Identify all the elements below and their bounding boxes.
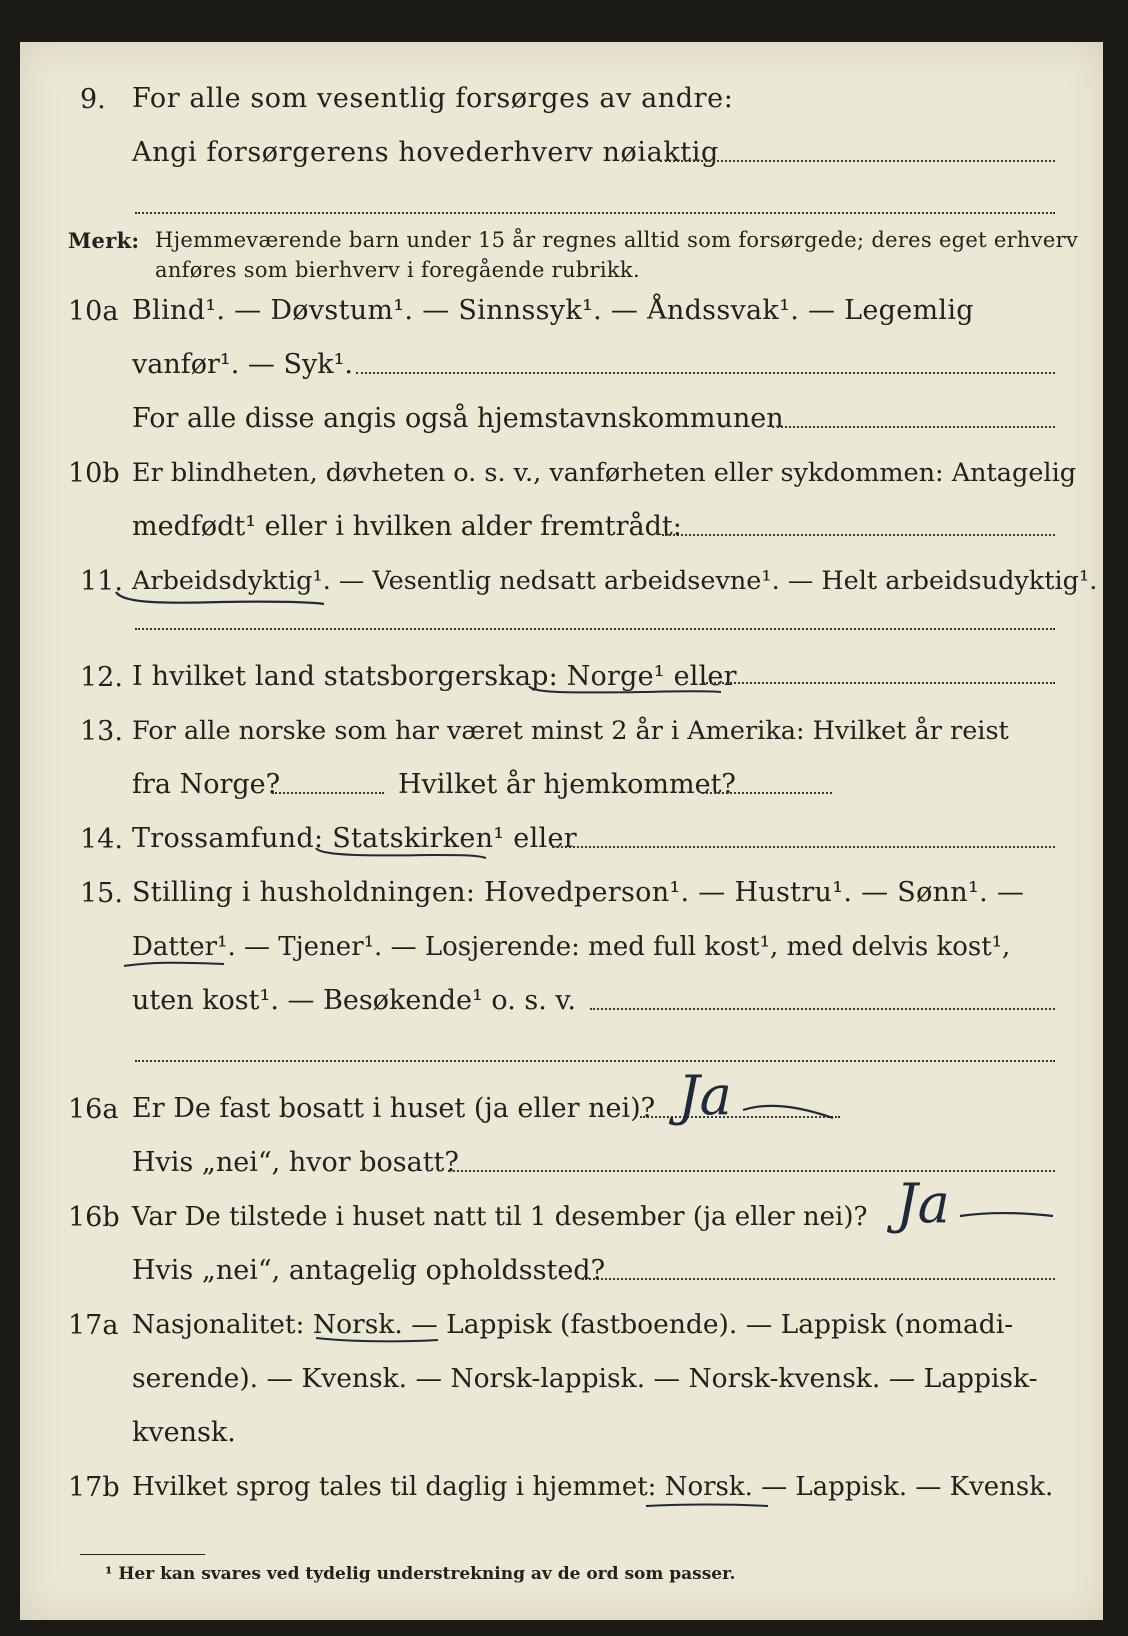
q9-line2: Angi forsørgerens hovederhverv nøiaktig [132, 137, 719, 168]
q13-year-left-field[interactable] [272, 792, 384, 794]
q17b-number: 17b [68, 1472, 120, 1503]
q14-underline-mark [312, 846, 492, 862]
q14-number: 14. [80, 824, 123, 855]
q14-answer-field[interactable] [552, 846, 1055, 848]
q10a-line3: For alle disse angis også hjemstavnskommunen [132, 403, 784, 434]
q13-line2a: fra Norge? [132, 769, 281, 800]
q10b-answer-field[interactable] [662, 534, 1055, 536]
q9-answer-field-2[interactable] [135, 212, 1055, 214]
q11-answer-field[interactable] [135, 628, 1055, 630]
q10a-number: 10a [68, 296, 119, 327]
q11-line1: Arbeidsdyktig¹. — Vesentlig nedsatt arbeidsevne¹. — Helt arbeidsudyktig¹. [132, 566, 1098, 596]
q12-answer-field[interactable] [703, 682, 1055, 684]
footnote: ¹ Her kan svares ved tydelig understrekning av de ord som passer. [105, 1564, 736, 1584]
q17a-line2: serende). — Kvensk. — Norsk-lappisk. — Norsk-kvensk. — Lappisk- [132, 1363, 1038, 1394]
q12-line1: I hvilket land statsborgerskap: Norge¹ eller [132, 661, 737, 692]
q17a-line3: kvensk. [132, 1417, 236, 1448]
q13-line2b: Hvilket år hjemkommet? [398, 769, 736, 800]
q12-number: 12. [80, 662, 123, 693]
q17a-line1: Nasjonalitet: Norsk. — Lappisk (fastboende). — Lappisk (nomadi- [132, 1309, 1014, 1340]
q13-number: 13. [80, 716, 123, 747]
q15-answer-field[interactable] [590, 1008, 1055, 1010]
q13-year-returned-field[interactable] [702, 792, 832, 794]
q16b-handwritten-answer [868, 1160, 1058, 1240]
q15-line2: Datter¹. — Tjener¹. — Losjerende: med full kost¹, med delvis kost¹, [132, 932, 1011, 962]
q10a-home-field[interactable] [772, 426, 1055, 428]
q10b-line1: Er blindheten, døvheten o. s. v., vanførheten eller sykdommen: Antagelig [132, 458, 1077, 488]
q16b-answer-text: Ja [896, 1172, 950, 1235]
q17a-underline-mark [312, 1334, 442, 1346]
q16a-line2: Hvis „nei“, hvor bosatt? [132, 1147, 459, 1178]
q17b-underline-mark [642, 1500, 772, 1512]
q10a-answer-field[interactable] [356, 372, 1055, 374]
q10a-line2: vanfør¹. — Syk¹. [132, 349, 353, 380]
q9-line1: For alle som vesentlig forsørges av andre: [132, 83, 734, 114]
q16a-line1: Er De fast bosatt i huset (ja eller nei)? [132, 1093, 656, 1124]
q16b-number: 16b [68, 1202, 120, 1233]
q16a-handwritten-answer [638, 1052, 848, 1132]
q16b-place-field[interactable] [582, 1278, 1055, 1280]
q9-number: 9. [80, 84, 106, 115]
merk-line1: Hjemmeværende barn under 15 år regnes alltid som forsørgede; deres eget erhverv [155, 228, 1079, 252]
q13-line1: For alle norske som har været minst 2 år i Amerika: Hvilket år reist [132, 716, 1009, 746]
q10a-line1: Blind¹. — Døvstum¹. — Sinnssyk¹. — Åndssvak¹. — Legemlig [132, 295, 974, 326]
q16b-line2: Hvis „nei“, antagelig opholdssted? [132, 1255, 606, 1286]
q15-underline-mark [120, 958, 230, 972]
merk-label: Merk: [68, 228, 140, 253]
q12-underline-mark [525, 684, 725, 698]
merk-line2: anføres som bierhverv i foregående rubrikk. [155, 258, 640, 282]
q17a-number: 17a [68, 1310, 119, 1341]
q15-line1: Stilling i husholdningen: Hovedperson¹. — Hustru¹. — Sønn¹. — [132, 877, 1025, 908]
footnote-rule [80, 1554, 205, 1555]
q10b-line2: medfødt¹ eller i hvilken alder fremtrådt: [132, 511, 682, 542]
q15-number: 15. [80, 878, 123, 909]
q11-underline-mark [112, 590, 332, 610]
q16a-number: 16a [68, 1094, 119, 1125]
q16b-line1: Var De tilstede i huset natt til 1 desember (ja eller nei)? [132, 1202, 868, 1232]
q15-answer-field-2[interactable] [135, 1060, 1055, 1062]
q14-line1: Trossamfund: Statskirken¹ eller [132, 823, 577, 854]
q10b-number: 10b [68, 458, 120, 489]
q17b-line1: Hvilket sprog tales til daglig i hjemmet: Norsk. — Lappisk. — Kvensk. [132, 1472, 1054, 1502]
q9-answer-field[interactable] [660, 160, 1055, 162]
census-form-page [20, 42, 1103, 1620]
q16a-answer-text: Ja [678, 1064, 732, 1127]
q11-number: 11. [80, 566, 123, 597]
q15-line3: uten kost¹. — Besøkende¹ o. s. v. [132, 985, 577, 1016]
